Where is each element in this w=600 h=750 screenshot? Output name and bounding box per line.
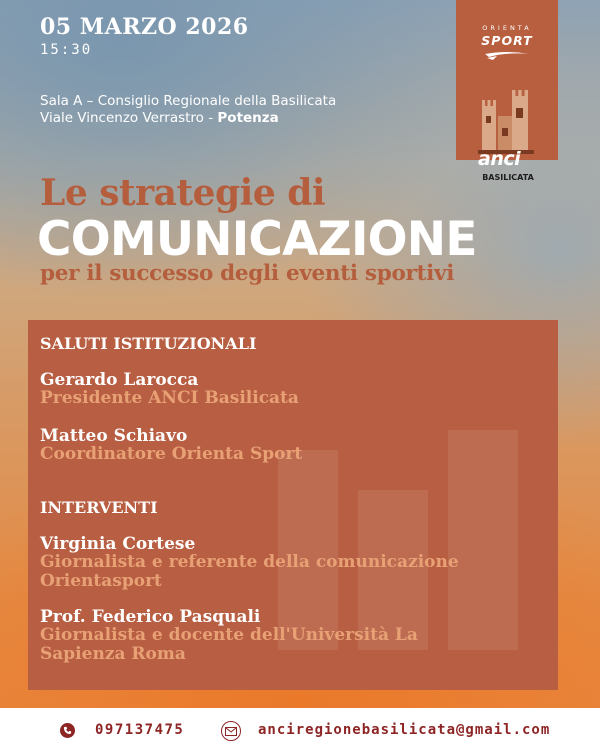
event-date: 05 MARZO 2026 bbox=[40, 14, 249, 40]
event-time: 15:30 bbox=[40, 42, 93, 58]
orienta-logo-sport-text: SPORT bbox=[481, 33, 533, 48]
speaker-role-line: Sapienza Roma bbox=[40, 644, 186, 664]
speaker-name: Virginia Cortese bbox=[40, 534, 196, 554]
speaker-name: Prof. Federico Pasquali bbox=[40, 607, 261, 627]
speaker-role-line: Giornalista e referente della comunicazione bbox=[40, 552, 459, 572]
venue-address: Viale Vincenzo Verrastro - bbox=[40, 110, 218, 126]
orienta-logo-small-text: ORIENTA bbox=[482, 24, 532, 32]
swoosh-icon bbox=[483, 48, 531, 62]
phone-number[interactable]: 097137475 bbox=[95, 722, 185, 738]
section-saluti-heading: SALUTI ISTITUZIONALI bbox=[40, 334, 257, 353]
phone-icon bbox=[60, 723, 75, 738]
program-panel bbox=[28, 320, 558, 690]
title-line1: Le strategie di bbox=[40, 172, 326, 214]
event-datetime bbox=[40, 14, 249, 58]
speaker-role-line: Orientasport bbox=[40, 571, 162, 591]
speaker-name: Gerardo Larocca bbox=[40, 370, 199, 390]
title-line2: COMUNICAZIONE bbox=[37, 212, 477, 267]
speaker-name: Matteo Schiavo bbox=[40, 426, 188, 446]
venue-line1: Sala A – Consiglio Regionale della Basilicata bbox=[40, 93, 337, 109]
venue-city: Potenza bbox=[217, 110, 279, 126]
mail-icon bbox=[221, 721, 241, 741]
speaker-role bbox=[40, 626, 540, 664]
contact-footer bbox=[0, 708, 600, 750]
speaker-role: Presidente ANCI Basilicata bbox=[40, 388, 299, 408]
anci-tower-icon bbox=[472, 86, 542, 186]
speaker-role bbox=[40, 553, 540, 591]
email-address[interactable]: anciregionebasilicata@gmail.com bbox=[258, 722, 551, 738]
anci-region-text: BASILICATA bbox=[482, 173, 534, 182]
venue-line2 bbox=[40, 110, 336, 127]
anci-logo-text: anci bbox=[478, 148, 521, 170]
title-line3: per il successo degli eventi sportivi bbox=[40, 261, 455, 286]
section-interventi-heading: INTERVENTI bbox=[40, 498, 158, 517]
speaker-role: Coordinatore Orienta Sport bbox=[40, 444, 303, 464]
event-venue bbox=[40, 93, 336, 127]
speaker-role-line: Giornalista e docente dell'Università La bbox=[40, 625, 418, 645]
